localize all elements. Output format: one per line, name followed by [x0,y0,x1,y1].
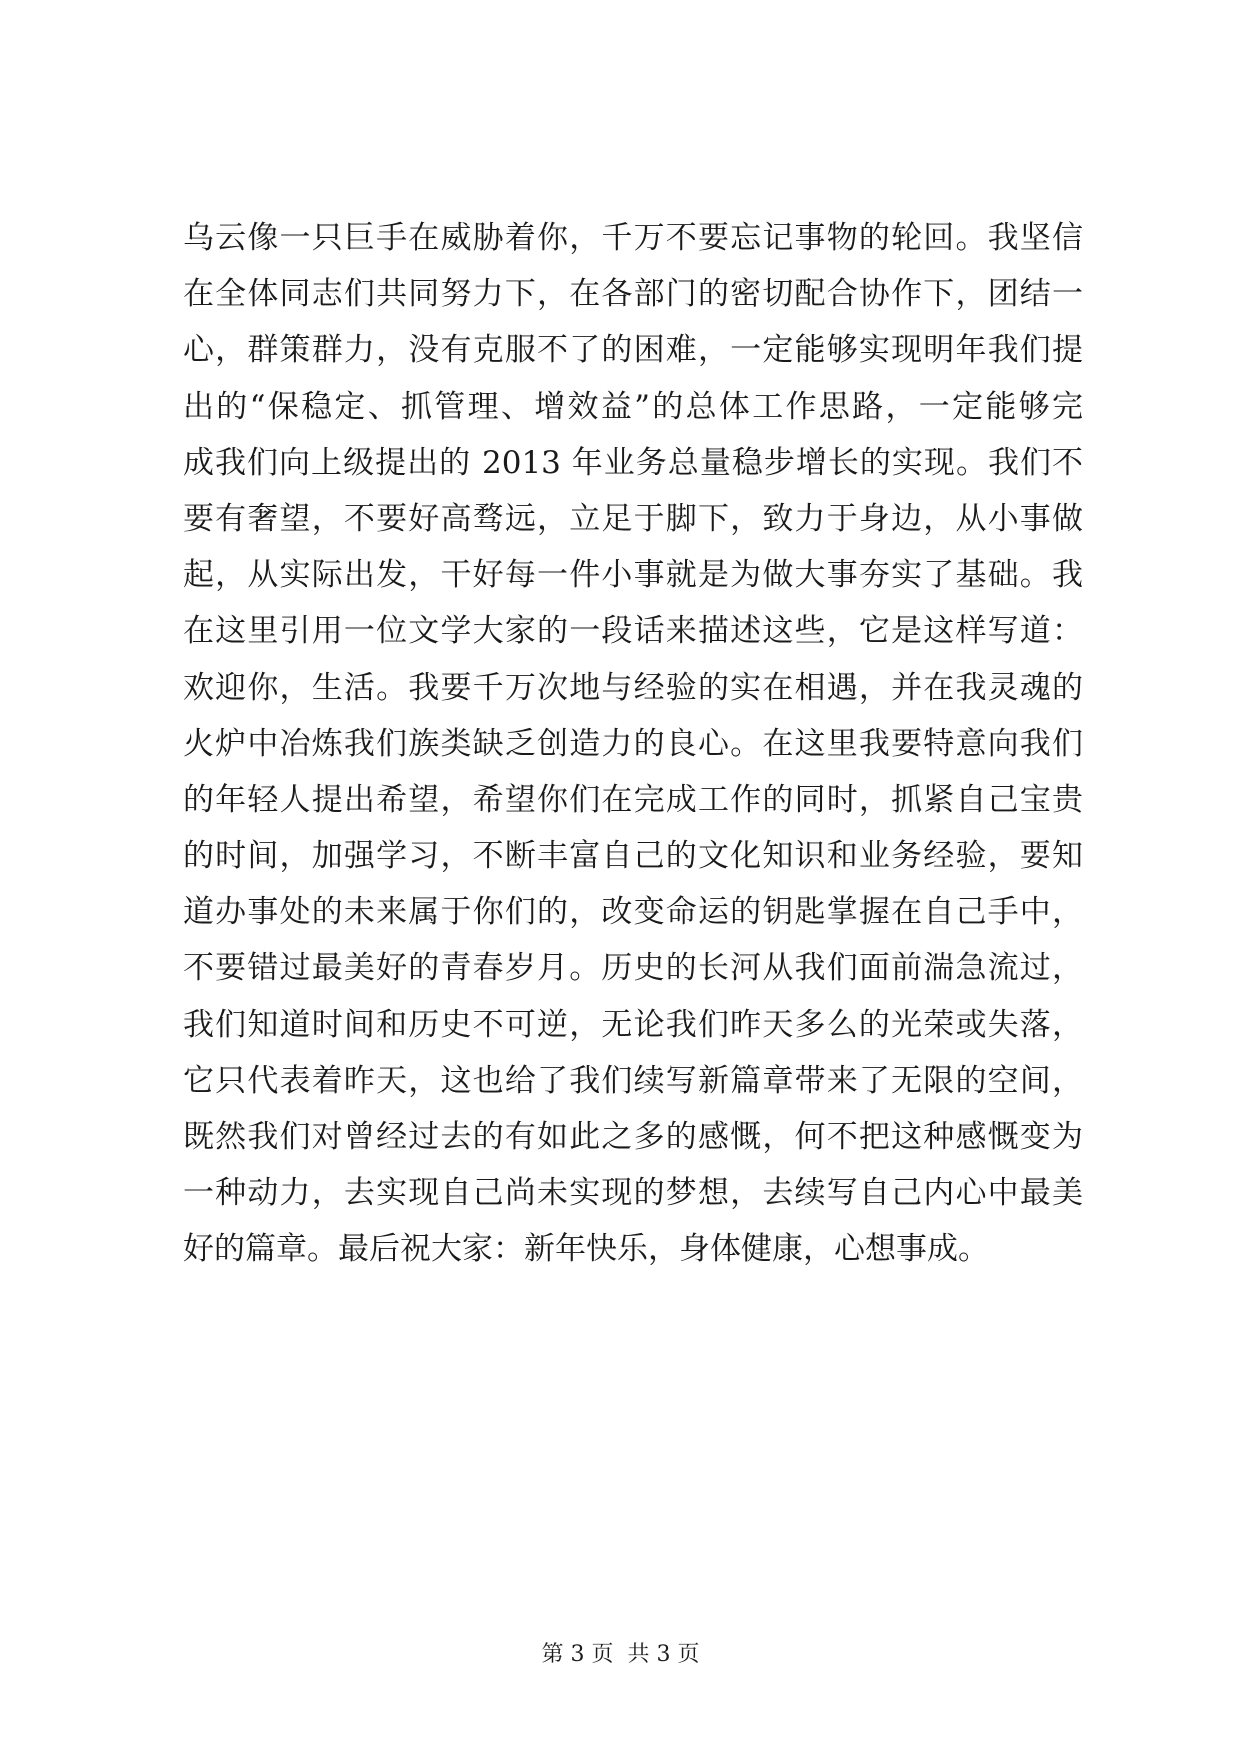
text-line: 起，从实际出发，干好每一件小事就是为做大事夯实了基础。我 [183,557,1083,594]
page-number-label: 第 3 页 共 3 页 [541,1642,700,1667]
text-line: 的年轻人提出希望，希望你们在完成工作的同时，抓紧自己宝贵 [183,781,1083,818]
text-line: 成我们向上级提出的 2013 年业务总量稳步增长的实现。我们不 [183,444,1083,481]
text-line: 它只代表着昨天，这也给了我们续写新篇章带来了无限的空间， [183,1062,1083,1099]
text-line: 要有奢望，不要好高骛远，立足于脚下，致力于身边，从小事做 [183,500,1083,537]
text-line: 在这里引用一位文学大家的一段话来描述这些，它是这样写道： [183,613,1083,650]
text-line: 出的“保稳定、抓管理、增效益”的总体工作思路，一定能够完 [183,388,1083,425]
body-text [183,210,1083,1278]
text-line: 的时间，加强学习，不断丰富自己的文化知识和业务经验，要知 [183,838,1083,875]
text-line: 乌云像一只巨手在威胁着你，千万不要忘记事物的轮回。我坚信 [183,220,1083,256]
text-line: 在全体同志们共同努力下，在各部门的密切配合协作下，团结一 [183,276,1083,313]
text-line: 我们知道时间和历史不可逆，无论我们昨天多么的光荣或失落， [183,1006,1083,1043]
text-line: 既然我们对曾经过去的有如此之多的感慨，何不把这种感慨变为 [183,1119,1083,1155]
text-line: 心，群策群力，没有克服不了的困难，一定能够实现明年我们提 [183,332,1083,369]
text-line: 欢迎你，生活。我要千万次地与经验的实在相遇，并在我灵魂的 [183,669,1083,706]
text-line: 一种动力，去实现自己尚未实现的梦想，去续写自己内心中最美 [183,1175,1083,1212]
page-footer [0,1640,1241,1670]
text-line: 道办事处的未来属于你们的，改变命运的钥匙掌握在自己手中， [183,894,1083,931]
text-line: 好的篇章。最后祝大家：新年快乐，身体健康，心想事成。 [183,1231,989,1268]
text-line: 火炉中冶炼我们族类缺乏创造力的良心。在这里我要特意向我们 [183,725,1083,762]
text-line: 不要错过最美好的青春岁月。历史的长河从我们面前湍急流过， [183,950,1083,987]
